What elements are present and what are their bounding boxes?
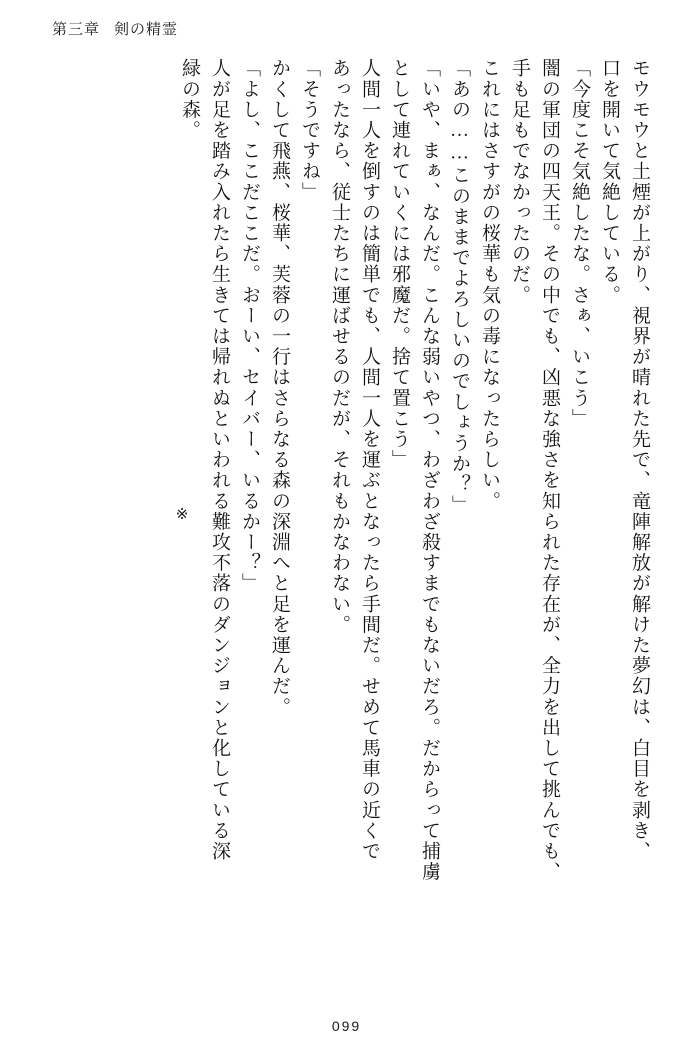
vertical-body-text — [44, 58, 649, 992]
text-column: 緑の森。 — [179, 58, 200, 141]
text-column: 「あの……このままでよろしいのでしょうか？」 — [449, 58, 470, 516]
text-column: 「いや、まぁ、なんだ。こんな弱いやつ、わざわざ殺すまでもないだろ。だからって捕虜 — [419, 58, 440, 882]
page-header — [52, 18, 178, 39]
chapter-number: 第三章 — [52, 22, 101, 38]
text-column: 「今度こそ気絶したな。さぁ、いこう」 — [569, 58, 590, 429]
text-column: あったなら、従士たちに運ばせるのだが、それもかなわない。 — [329, 58, 350, 635]
text-column: 「よし、ここだここだ。おーい、セイバー、いるかー？」 — [239, 58, 260, 594]
chapter-title: 剣の精霊 — [114, 22, 179, 38]
text-column: として連れていくには邪魔だ。捨て置こう」 — [389, 58, 410, 470]
text-column: 手も足もでなかったのだ。 — [509, 58, 530, 306]
text-column: 闇の軍団の四天王。その中でも、凶悪な強さを知られた存在が、全力を出して挑んでも、 — [539, 58, 560, 882]
text-column: これにはさすがの桜華も気の毒になったらしい。 — [479, 58, 500, 512]
text-column: 人間一人を倒すのは簡単でも、人間一人を運ぶとなったら手間だ。せめて馬車の近くで — [359, 58, 380, 862]
text-column: かくして飛燕、桜華、芙蓉の一行はさらなる森の深淵へと足を運んだ。 — [269, 58, 290, 718]
text-column: モウモウと土煙が上がり、視界が晴れた先で、竜陣解放が解けた夢幻は、白目を剥き、 — [629, 58, 650, 862]
reference-marker: ※ — [173, 505, 189, 523]
page-number: 099 — [331, 1018, 362, 1034]
text-column: 人が足を踏み入れたら生きては帰れぬといわれる難攻不落のダンジョンと化している深 — [209, 58, 230, 862]
text-column: 口を開いて気絶している。 — [599, 58, 620, 306]
text-column: 「そうですね」 — [299, 58, 320, 203]
